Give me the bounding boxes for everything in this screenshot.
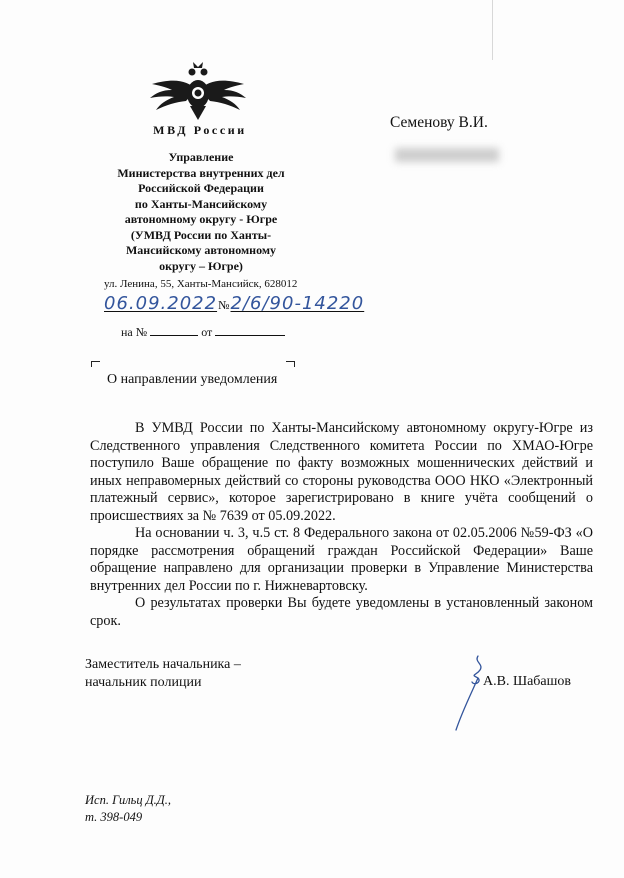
body-paragraph: В УМВД России по Ханты-Мансийскому автономному округу-Югре из Следственного управления Следственного комитета России по ХМАО-Югре поступило Ваше обращение по факту возможных мошеннических действий и иных неправомерных действий со стороны руководства ООО НКО «Электронный платежный сервис», которое зарегистрировано в книге учёта сообщений о происшествиях за № 7639 от 05.09.2022. xyxy=(90,420,593,524)
outgoing-date-number xyxy=(104,293,364,314)
org-address: ул. Ленина, 55, Ханты-Мансийск, 628012 xyxy=(104,278,298,290)
org-line: автономному округу - Югре xyxy=(124,212,278,226)
subject-line: О направлении уведомления xyxy=(107,372,278,387)
signatory-name: А.В. Шабашов xyxy=(483,674,572,689)
redacted-email xyxy=(395,148,499,162)
letter-body xyxy=(90,420,593,630)
org-short-name: МВД России xyxy=(153,123,247,137)
position-line: начальник полиции xyxy=(85,675,202,690)
body-paragraph: О результатах проверки Вы будете уведомлены в установленный законом срок. xyxy=(90,595,593,629)
ref-date-blank xyxy=(215,325,285,336)
reference-row xyxy=(121,325,285,340)
executor-info xyxy=(85,792,171,826)
page-fold-line xyxy=(492,0,493,60)
number-sign: № xyxy=(218,298,230,312)
ref-from: от xyxy=(201,325,213,339)
executor-phone: т. 398-049 xyxy=(85,810,143,824)
subject-bracket-right xyxy=(286,361,295,367)
position-line: Заместитель начальника – xyxy=(85,657,241,672)
subject-bracket-left xyxy=(91,361,100,367)
ref-number-blank xyxy=(150,325,198,336)
ref-prefix: на № xyxy=(121,325,148,339)
org-line: Мансийскому автономному xyxy=(125,243,277,257)
handwritten-signature-icon xyxy=(448,652,498,732)
outgoing-number: 2/6/90-14220 xyxy=(230,293,365,314)
org-line: Министерства внутренних дел xyxy=(117,165,285,180)
org-full-name xyxy=(96,150,306,274)
org-line: по Ханты-Мансийскому xyxy=(134,196,268,211)
org-line: Российской Федерации xyxy=(138,181,264,195)
org-line: Управление xyxy=(168,150,234,164)
org-line: (УМВД России по Ханты- xyxy=(130,227,272,242)
recipient-name: Семенову В.И. xyxy=(390,114,488,131)
body-paragraph: На основании ч. 3, ч.5 ст. 8 Федерального закона от 02.05.2006 №59-ФЗ «О порядке рассмотрения обращений граждан Российской Федерации» Ваше обращение направлено для организации проверки в Управление Министерства внутренних дел России по г. Нижневартовску. xyxy=(90,525,593,594)
signatory-position xyxy=(85,656,241,692)
mvd-emblem-icon xyxy=(148,60,248,122)
executor-name: Исп. Гильц Д.Д., xyxy=(85,793,171,807)
org-line: округу – Югре) xyxy=(159,258,243,273)
outgoing-date: 06.09.2022 xyxy=(104,293,218,314)
